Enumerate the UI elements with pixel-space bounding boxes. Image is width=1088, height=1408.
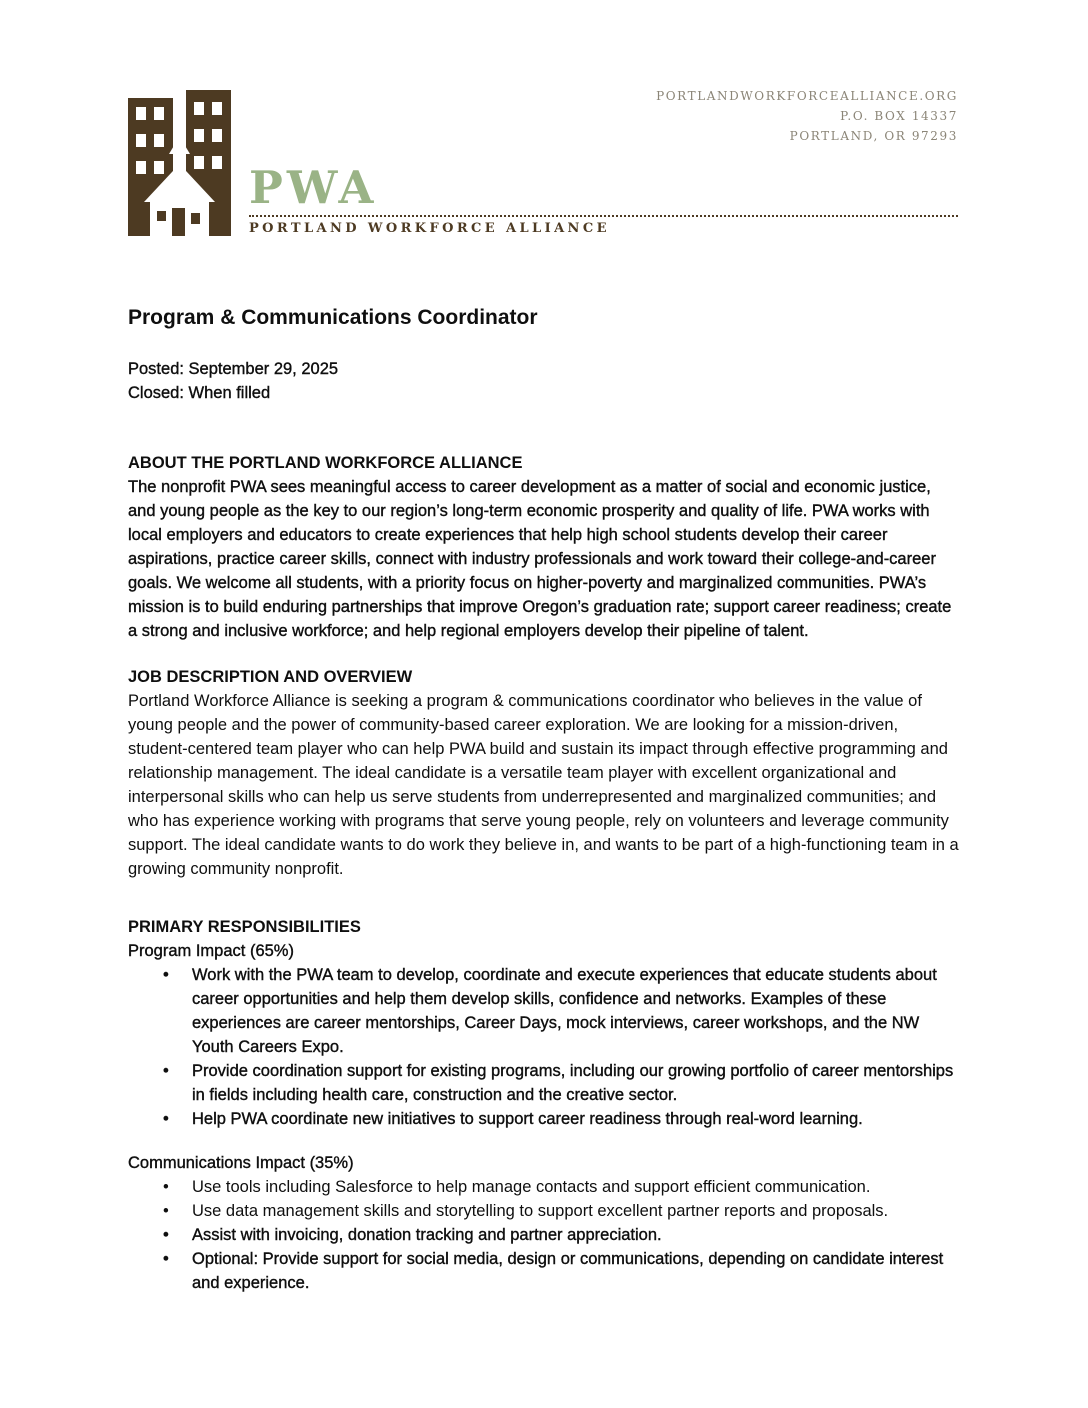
about-heading: ABOUT THE PORTLAND WORKFORCE ALLIANCE [128,454,523,472]
posted-date: Posted: September 29, 2025 [128,360,339,378]
list-item: • Use data management skills and storytelling to support excellent partner reports and proposals. [192,1199,960,1223]
communications-impact-subheading: Communications Impact (35%) [128,1154,354,1172]
list-item: • Provide coordination support for existing programs, including our growing portfolio of career mentorships in fields including health care, construction and the creative sector. [192,1059,960,1107]
list-item: • Optional: Provide support for social media, design or communications, depending on candidate interest and experience. [192,1247,960,1295]
list-item: • Use tools including Salesforce to help manage contacts and support efficient communication. [192,1175,960,1199]
contact-block [656,86,958,146]
list-item: • Help PWA coordinate new initiatives to support career readiness through real-word learning. [192,1107,960,1131]
closed-date: Closed: When filled [128,384,271,402]
brand-acronym: PWA [249,160,378,214]
job-description-body: Portland Workforce Alliance is seeking a program & communications coordinator who believes in the value of young people and the power of community-based career exploration. We are looking for a mission-driven, student-centered team player who can help PWA build and sustain its impact through effective programming and relationship management. The ideal candidate is a versatile team player with excellent organizational and interpersonal skills who can help us serve students from underrepresented and marginalized communities; and who has experience working with programs that serve young people, rely on volunteers and leverage community support. The ideal candidate wants to do work they believe in, and wants to be part of a high-functioning team in a growing community nonprofit. [128,692,959,878]
list-item: • Work with the PWA team to develop, coordinate and execute experiences that educate students about career opportunities and help them develop skills, confidence and networks. Examples of these experiences are career mentorships, Career Days, mock interviews, career workshops, and the NW Youth Careers Expo. [192,963,960,1059]
contact-website: PORTLANDWORKFORCEALLIANCE.ORG [656,89,958,103]
brand-org-name: PORTLAND WORKFORCE ALLIANCE [249,221,610,236]
pwa-logo [128,90,231,236]
section-responsibilities [128,915,960,1295]
job-description-heading: JOB DESCRIPTION AND OVERVIEW [128,668,413,686]
job-posting-document [128,303,960,1295]
about-body: The nonprofit PWA sees meaningful access to career development as a matter of social and economic justice, and young people as the key to our region’s long-term economic prosperity and quality of life. PWA works with local employers and educators to create experiences that help high school students develop their career aspirations, practice career skills, connect with industry professionals and work toward their college-and-career goals. We welcome all students, with a priority focus on higher-poverty and marginalized communities. PWA’s mission is to build enduring partnerships that improve Oregon’s graduation rate; support career readiness; create a strong and inclusive workforce; and help regional employers develop their pipeline of talent. [128,478,952,640]
contact-city: PORTLAND, OR 97293 [789,129,958,143]
section-about [128,451,960,643]
section-job-description [128,665,960,881]
buildings-schoolhouse-icon [128,90,231,236]
program-impact-subheading: Program Impact (65%) [128,942,294,960]
responsibilities-heading: PRIMARY RESPONSIBILITIES [128,918,361,936]
communications-impact-list [128,1175,960,1295]
dotted-divider [249,215,958,217]
contact-po-box: P.O. BOX 14337 [840,109,958,123]
list-item: • Assist with invoicing, donation tracking and partner appreciation. [192,1223,960,1247]
program-impact-list [128,963,960,1131]
page-title: Program & Communications Coordinator [128,306,538,329]
